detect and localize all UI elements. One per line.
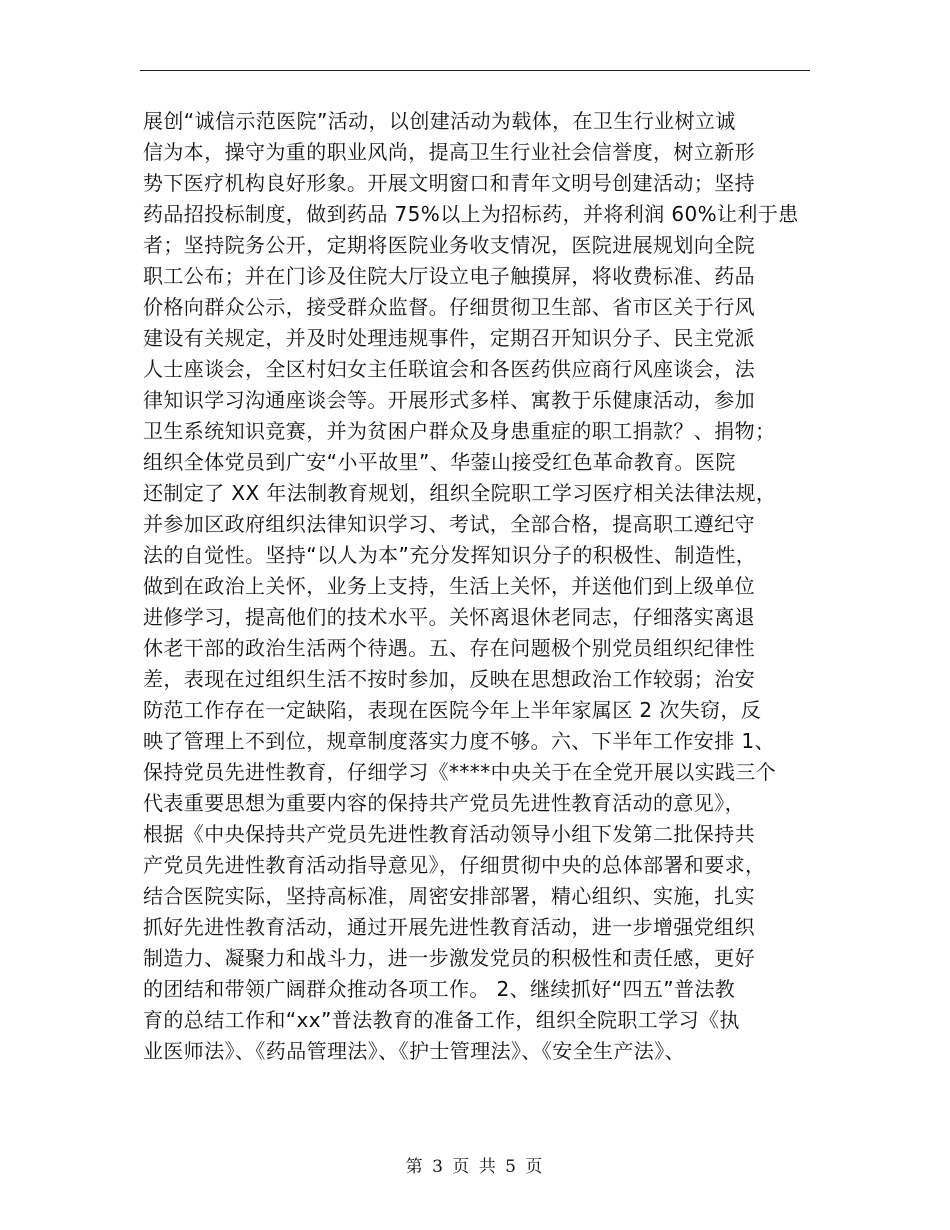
text-line: 差，表现在过组织生活不按时参加，反映在思想政治工作较弱；治安 — [143, 667, 755, 691]
text-line: 防范工作存在一定缺陷，表现在医院今年上半年家属区 2 次失窃，反 — [143, 698, 762, 722]
text-line: 并参加区政府组织法律知识学习、考试，全部合格，提高职工遵纪守 — [143, 512, 755, 536]
text-line: 人士座谈会，全区村妇女主任联谊会和各医药供应商行风座谈会，法 — [143, 357, 755, 381]
header-rule — [140, 70, 810, 71]
text-line: 信为本，操守为重的职业风尚，提高卫生行业社会信誉度，树立新形 — [143, 140, 755, 164]
text-line: 保持党员先进性教育，仔细学习《****中央关于在全党开展以实践三个 — [143, 760, 777, 784]
text-line: 映了管理上不到位，规章制度落实力度不够。六、下半年工作安排 1、 — [143, 729, 775, 753]
text-line: 者；坚持院务公开，定期将医院业务收支情况，医院进展规划向全院 — [143, 233, 755, 257]
text-line: 势下医疗机构良好形象。开展文明窗口和青年文明号创建活动；坚持 — [143, 171, 755, 195]
text-line: 组织全体党员到广安“小平故里”、华蓥山接受红色革命教育。医院 — [143, 450, 736, 474]
text-line: 抓好先进性教育活动，通过开展先进性教育活动，进一步增强党组织 — [143, 915, 755, 939]
text-line: 的团结和带领广阔群众推动各项工作。 2、继续抓好“四五”普法教 — [143, 977, 736, 1001]
text-line: 根据《中央保持共产党员先进性教育活动领导小组下发第二批保持共 — [143, 822, 755, 846]
text-line: 制造力、凝聚力和战斗力，进一步激发党员的积极性和责任感，更好 — [143, 946, 755, 970]
text-line: 职工公布；并在门诊及住院大厅设立电子触摸屏，将收费标准、药品 — [143, 264, 755, 288]
text-line: 展创“诚信示范医院”活动，以创建活动为载体，在卫生行业树立诚 — [143, 109, 736, 133]
text-line: 代表重要思想为重要内容的保持共产党员先进性教育活动的意见》， — [143, 791, 745, 815]
text-line: 卫生系统知识竞赛，并为贫困户群众及身患重症的职工捐款？、捐物； — [143, 419, 776, 443]
text-line: 还制定了 XX 年法制教育规划，组织全院职工学习医疗相关法律法规， — [143, 481, 777, 505]
text-line: 价格向群众公示，接受群众监督。仔细贯彻卫生部、省市区关于行风 — [143, 295, 755, 319]
text-line: 法的自觉性。坚持“以人为本”充分发挥知识分子的积极性、制造性， — [143, 543, 757, 567]
text-line: 药品招投标制度，做到药品 75%以上为招标药，并将利润 60%让利于患 — [143, 202, 799, 226]
document-body — [143, 106, 813, 1067]
text-line: 产党员先进性教育活动指导意见》，仔细贯彻中央的总体部署和要求， — [143, 853, 766, 877]
text-line: 育的总结工作和“xx”普法教育的准备工作，组织全院职工学习《执 — [143, 1008, 740, 1032]
text-line: 律知识学习沟通座谈会等。开展形式多样、寓教于乐健康活动，参加 — [143, 388, 755, 412]
text-line: 做到在政治上关怀，业务上支持，生活上关怀，并送他们到上级单位 — [143, 574, 755, 598]
text-line: 建设有关规定，并及时处理违规事件，定期召开知识分子、民主党派 — [143, 326, 755, 350]
text-line: 业医师法》、《药品管理法》、《护士管理法》、《安全生产法》、 — [143, 1039, 685, 1063]
text-line: 结合医院实际，坚持高标准，周密安排部署，精心组织、实施，扎实 — [143, 884, 755, 908]
text-line: 休老干部的政治生活两个待遇。五、存在问题极个别党员组织纪律性 — [143, 636, 755, 660]
page-number: 第 3 页 共 5 页 — [405, 1157, 545, 1177]
text-line: 进修学习，提高他们的技术水平。关怀离退休老同志，仔细落实离退 — [143, 605, 755, 629]
